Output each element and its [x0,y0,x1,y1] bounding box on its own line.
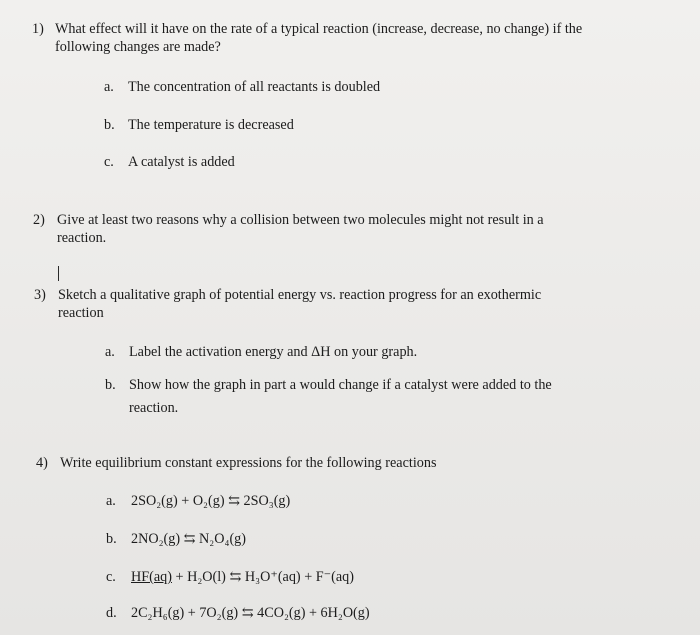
question-2-number: 2) [33,212,45,228]
question-3b-text-line1: Show how the graph in part a would change if a catalyst were added to the [129,377,552,393]
question-3b-letter: b. [105,377,116,393]
question-1-text-line2: following changes are made? [55,39,221,55]
question-2-text-line2: reaction. [57,230,107,246]
question-3-text-line1: Sketch a qualitative graph of potential energy vs. reaction progress for an exothermic [58,287,542,303]
question-1c-letter: c. [104,154,114,170]
question-2-text-line1: Give at least two reasons why a collision between two molecules might not result in a [57,212,544,228]
question-3a-text: Label the activation energy and ΔH on your graph. [129,344,418,360]
question-4c-letter: c. [106,569,116,585]
question-1a-text: The concentration of all reactants is doubled [128,79,381,95]
question-1b-letter: b. [104,117,115,133]
question-4a-equation: 2SO₂(g) + O₂(g) ⇆ 2SO₃(g) [131,493,291,509]
question-3-text-line2: reaction [58,305,104,321]
question-3a-letter: a. [105,344,115,360]
question-1b-text: The temperature is decreased [128,117,294,133]
question-3-number: 3) [34,287,46,303]
question-4c-equation [131,569,354,586]
question-3b-text-line2: reaction. [129,400,179,416]
question-4a-letter: a. [106,493,116,509]
question-1a-letter: a. [104,79,114,95]
question-4d-letter: d. [106,605,117,621]
question-1c-text: A catalyst is added [128,154,235,170]
text-cursor [58,266,59,281]
question-4c-hf-underlined: HF(aq) [131,569,172,585]
question-4b-equation: 2NO₂(g) ⇆ N₂O₄(g) [131,531,246,547]
question-4b-letter: b. [106,531,117,547]
question-1-text-line1: What effect will it have on the rate of a typical reaction (increase, decrease, no change) if the [55,21,583,37]
question-1-number: 1) [32,21,44,37]
question-4-number: 4) [36,455,48,471]
question-4d-equation: 2C₂H₆(g) + 7O₂(g) ⇆ 4CO₂(g) + 6H₂O(g) [131,605,370,621]
question-4c-equation-rest: + H₂O(l) ⇆ H₃O⁺(aq) + F⁻(aq) [171,569,354,585]
question-4-text-line1: Write equilibrium constant expressions for the following reactions [60,455,437,471]
